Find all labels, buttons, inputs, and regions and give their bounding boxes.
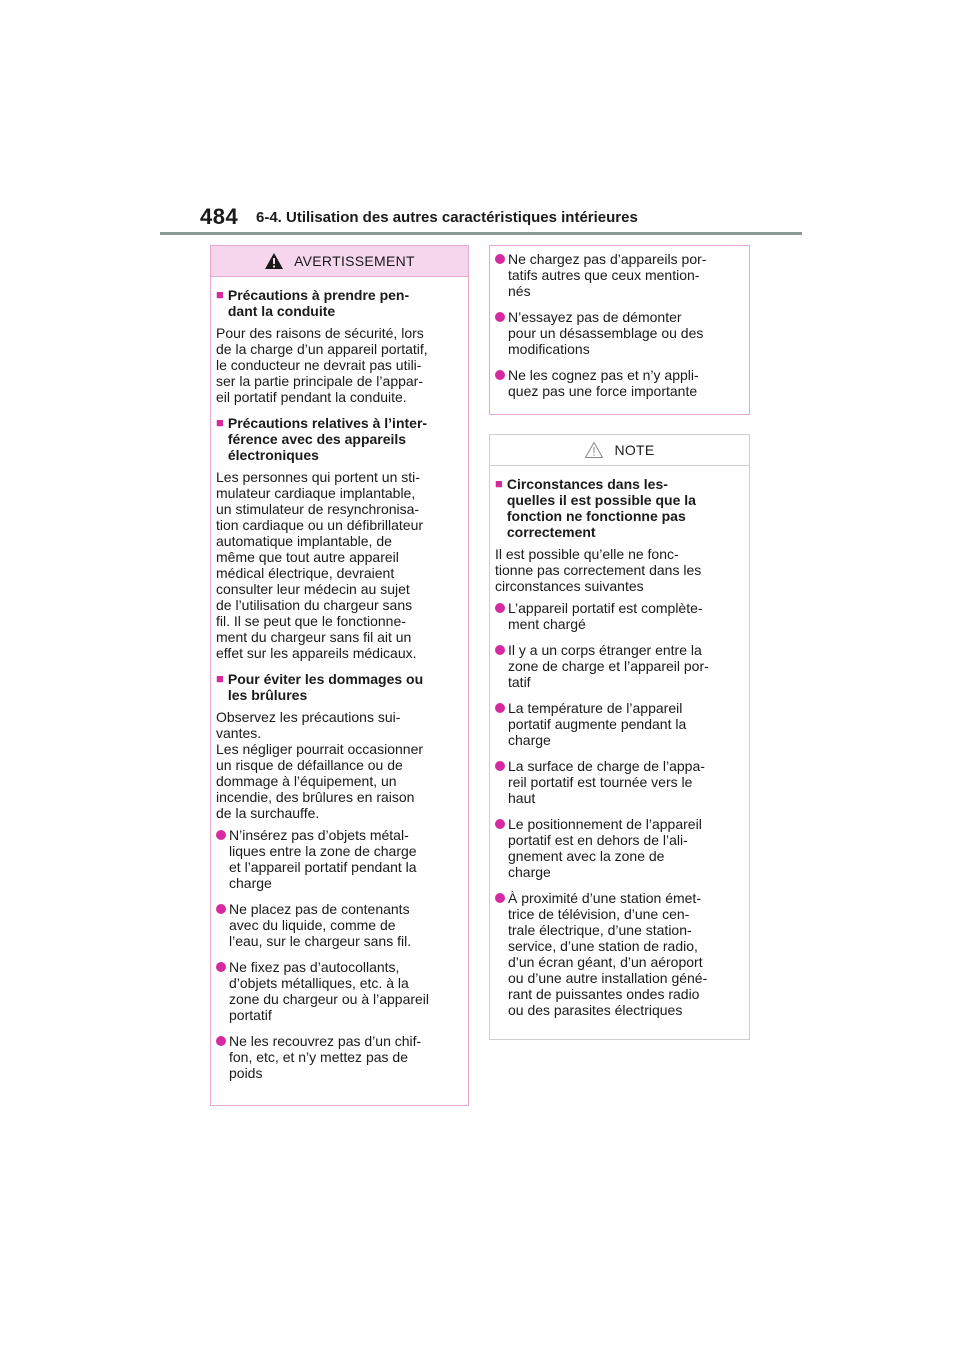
warning-heading xyxy=(216,415,463,463)
bullet-text: La température de l’appareil portatif augmente pendant la charge xyxy=(508,700,687,748)
bullet-text: L’appareil portatif est complète- ment chargé xyxy=(508,600,703,632)
bullet-item xyxy=(216,959,463,1023)
warning-heading-text: Précautions à prendre pen- dant la conduite xyxy=(227,287,410,319)
bullet-text: La surface de charge de l’appa- reil portatif est tournée vers le haut xyxy=(508,758,705,806)
bullet-dot-icon xyxy=(495,761,505,771)
note-box xyxy=(489,434,750,1040)
square-bullet-icon: ■ xyxy=(216,415,224,430)
bullet-text: Il y a un corps étranger entre la zone de charge et l’appareil por- tatif xyxy=(508,642,709,690)
note-heading-text: Circonstances dans les- quelles il est possible que la fonction ne fonctionne pas correctement xyxy=(506,476,696,540)
bullet-item xyxy=(495,600,744,632)
bullet-dot-icon xyxy=(495,819,505,829)
bullet-dot-icon xyxy=(495,893,505,903)
bullet-dot-icon xyxy=(216,1036,226,1046)
bullet-item xyxy=(495,367,744,399)
warning-paragraph: Observez les précautions sui- vantes. Les négliger pourrait occasionner un risque de défaillance ou de dommage à l’équipement, un incendie, des brûlures en raison de la surchauffe. xyxy=(216,709,424,821)
warning-continued-box xyxy=(489,245,750,415)
bullet-dot-icon xyxy=(216,830,226,840)
warning-heading xyxy=(216,287,463,319)
bullet-item xyxy=(216,1033,463,1081)
note-content xyxy=(490,466,749,1018)
bullet-item xyxy=(495,758,744,806)
warning-heading xyxy=(216,671,463,703)
note-paragraph: Il est possible qu’elle ne fonc- tionne pas correctement dans les circonstances suivantes xyxy=(495,546,702,594)
note-title: NOTE xyxy=(614,442,655,458)
warning-content xyxy=(211,277,468,1081)
bullet-text: Ne fixez pas d’autocollants, d’objets métalliques, etc. à la zone du chargeur ou à l’appareil portatif xyxy=(229,959,430,1023)
bullet-item xyxy=(495,309,744,357)
bullet-text: Ne les cognez pas et n’y appli- quez pas une force importante xyxy=(508,367,699,399)
warning-continued-content xyxy=(490,246,749,399)
warning-triangle-icon xyxy=(264,252,284,270)
bullet-text: N’insérez pas d’objets métal- liques entre la zone de charge et l’appareil portatif pendant la charge xyxy=(229,827,417,891)
note-header xyxy=(490,435,749,466)
note-heading xyxy=(495,476,744,540)
bullet-item xyxy=(216,827,463,891)
bullet-text: Ne les recouvrez pas d’un chif- fon, etc, et n’y mettez pas de poids xyxy=(229,1033,422,1081)
bullet-dot-icon xyxy=(495,370,505,380)
bullet-text: Ne chargez pas d’appareils por- tatifs autres que ceux mention- nés xyxy=(508,251,707,299)
page-number: 484 xyxy=(200,204,239,229)
warning-paragraph: Pour des raisons de sécurité, lors de la charge d’un appareil portatif, le conducteur ne devrait pas utili- ser la partie principale de l’appar- eil portatif pendant la conduite. xyxy=(216,325,428,405)
bullet-text: Ne placez pas de contenants avec du liquide, comme de l’eau, sur le chargeur sans fil. xyxy=(229,901,412,949)
bullet-dot-icon xyxy=(495,645,505,655)
warning-box xyxy=(210,245,469,1106)
square-bullet-icon: ■ xyxy=(216,287,224,302)
bullet-item xyxy=(495,251,744,299)
bullet-item xyxy=(495,642,744,690)
warning-paragraph: Les personnes qui portent un sti- mulateur cardiaque implantable, un stimulateur de resynchronisa- tion cardiaque ou un défibrillateur automatique implantable, de même que tout autre appareil médical électrique, devraient consulter leur médecin au sujet de l’utilisation du chargeur sans fil. Il se peut que le fonctionne- ment du chargeur sans fil ait un effet sur les appareils médicaux. xyxy=(216,469,424,661)
bullet-text: N’essayez pas de démonter pour un désassemblage ou des modifications xyxy=(508,309,704,357)
bullet-dot-icon xyxy=(216,904,226,914)
bullet-text: Le positionnement de l’appareil portatif est en dehors de l’ali- gnement avec la zone de charge xyxy=(508,816,702,880)
warning-heading-text: Précautions relatives à l’inter- férence avec des appareils électroniques xyxy=(227,415,428,463)
bullet-dot-icon xyxy=(495,703,505,713)
bullet-dot-icon xyxy=(495,312,505,322)
bullet-dot-icon xyxy=(495,254,505,264)
bullet-dot-icon xyxy=(216,962,226,972)
warning-heading-text: Pour éviter les dommages ou les brûlures xyxy=(227,671,424,703)
bullet-dot-icon xyxy=(495,603,505,613)
caution-triangle-outline-icon xyxy=(584,441,604,459)
bullet-item xyxy=(495,700,744,748)
bullet-item xyxy=(495,890,744,1018)
section-title: 6-4. Utilisation des autres caractéristiques intérieures xyxy=(256,209,638,226)
bullet-item xyxy=(216,901,463,949)
square-bullet-icon: ■ xyxy=(495,476,503,491)
warning-title: AVERTISSEMENT xyxy=(294,253,415,269)
bullet-item xyxy=(495,816,744,880)
header-rule xyxy=(160,232,802,235)
bullet-text: À proximité d’une station émet- trice de télévision, d’une cen- trale électrique, d’une station- service, d’une station de radio, d’un écran géant, d’un aéroport ou d’une autre installation géné- rant de puissantes ondes radio ou des parasites électriques xyxy=(508,890,708,1018)
square-bullet-icon: ■ xyxy=(216,671,224,686)
page-header xyxy=(200,204,800,232)
warning-header xyxy=(211,246,468,277)
